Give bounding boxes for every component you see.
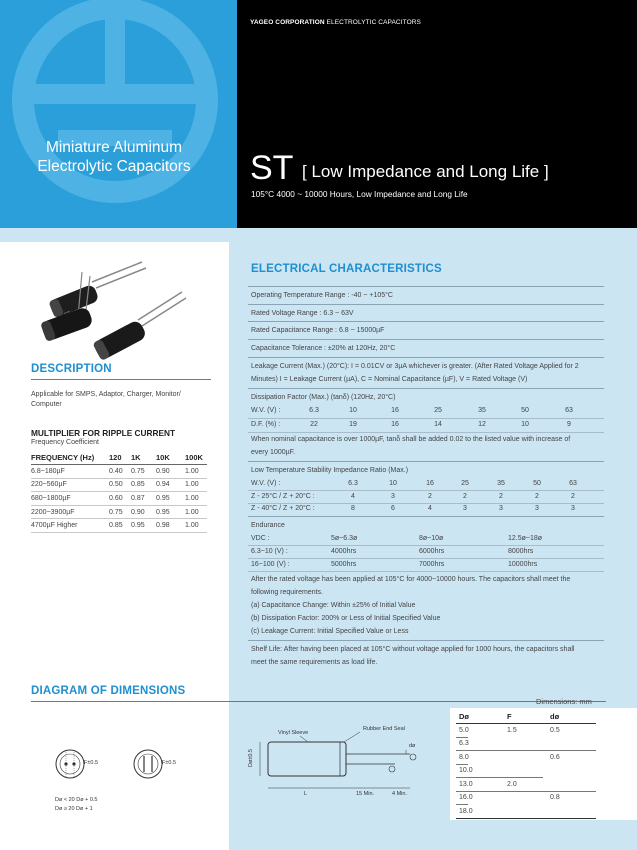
dim-D: 6.3: [459, 740, 469, 747]
lead-diameter-label: dø: [409, 743, 416, 749]
rubber-seal-label: Rubber End Seal: [363, 726, 405, 732]
lt-wv: 63: [569, 480, 577, 487]
z40-value: 8: [351, 505, 355, 512]
df-label: D.F. (%) :: [251, 421, 281, 428]
capacitance-tolerance: Capacitance Tolerance : ±20% at 120Hz, 20°C: [251, 345, 396, 352]
lt-wv: 16: [426, 480, 434, 487]
df-wv: 16: [391, 407, 399, 414]
capacitor-3-icon: [92, 292, 186, 361]
requirement-b: (b) Dissipation Factor: 200% or Less of Initial Specified Value: [251, 615, 441, 622]
lead-4min-label: 4 Min.: [392, 791, 407, 797]
endurance-after-2: following requirements.: [251, 589, 323, 596]
endurance-value: 10000hrs: [508, 561, 538, 568]
dim-d: 0.6: [550, 754, 560, 761]
df-value: 12: [478, 421, 486, 428]
dim-F: 1.5: [507, 727, 517, 734]
lt-wv-label: W.V. (V) :: [251, 480, 281, 487]
lt-wv: 6.3: [348, 480, 358, 487]
dim-d: 0.5: [550, 727, 560, 734]
z40-value: 3: [499, 505, 503, 512]
electrical-title: ELECTRICAL CHARACTERISTICS: [251, 263, 442, 275]
z40-value: 3: [535, 505, 539, 512]
ec-rule: [248, 286, 604, 287]
series-title: Miniature Aluminum Electrolytic Capacitors: [37, 139, 191, 175]
shelf-life-2: meet the same requirements as load life.: [251, 659, 378, 666]
endurance-row-label: 6.3~10 (V) :: [251, 548, 288, 555]
df-value: 9: [567, 421, 571, 428]
df-wv: 63: [565, 407, 573, 414]
dim-d: 0.8: [550, 794, 560, 801]
capacitor-1-icon: [48, 262, 146, 318]
df-value: 16: [391, 421, 399, 428]
ec-rule: [248, 339, 604, 340]
ec-rule: [248, 516, 604, 517]
z40-value: 3: [463, 505, 467, 512]
df-wv: 25: [434, 407, 442, 414]
rated-voltage: Rated Voltage Range : 6.3 ~ 63V: [251, 310, 354, 317]
shelf-life-1: Shelf Life: After having been placed at 105°C without voltage applied for 1000 hours, the capacitors shall: [251, 646, 575, 653]
description-text: Applicable for SMPS, Adaptor, Charger, Monitor/ Computer: [31, 391, 181, 408]
z25-value: 3: [391, 493, 395, 500]
header-strip: [0, 228, 637, 242]
table-header-row: FREQUENCY (Hz) 120 1K 10K 100K: [31, 451, 207, 465]
ec-rule: [248, 571, 604, 572]
multiplier-subtitle: Frequency Coefficient: [31, 439, 99, 446]
z25-value: 4: [351, 493, 355, 500]
body-diameter-label: Dø±0.5: [248, 749, 254, 767]
dim-D: 8.0: [459, 754, 469, 761]
lead-15min-label: 15 Min.: [356, 791, 375, 797]
lt-wv: 10: [389, 480, 397, 487]
lt-wv: 35: [497, 480, 505, 487]
dim-rule: [456, 764, 468, 765]
end-view-diagram-2: [130, 746, 190, 786]
dim-header-rule: [456, 723, 596, 724]
table-row: 680~1800µF 0.60 0.87 0.95 1.00: [31, 492, 207, 506]
table-row: 6.8~180µF 0.40 0.75 0.90 1.00: [31, 465, 207, 479]
vinyl-sleeve-label: Vinyl Sleeve: [278, 730, 309, 736]
ec-rule: [248, 321, 604, 322]
df-note-line-2: every 1000µF.: [251, 449, 296, 456]
df-wv: 50: [521, 407, 529, 414]
ec-rule: [248, 432, 604, 433]
ripple-multiplier-table: [31, 451, 207, 533]
f-label-2: F±0.5: [162, 760, 177, 766]
series-code: ST: [250, 149, 294, 187]
ec-rule: [248, 503, 604, 504]
endurance-row-label: 16~100 (V) :: [251, 561, 290, 568]
dissipation-title: Dissipation Factor (Max.) (tanδ) (120Hz, 20°C): [251, 394, 396, 401]
dim-D: 5.0: [459, 727, 469, 734]
z25-label: Z - 25°C / Z + 20°C :: [251, 493, 315, 500]
df-value: 10: [521, 421, 529, 428]
dim-rule: [456, 791, 596, 792]
endurance-after-1: After the rated voltage has been applied at 105°C for 4000~10000 hours. The capacitors shall meet the: [251, 576, 571, 583]
df-value: 14: [434, 421, 442, 428]
dim-rule: [456, 750, 596, 751]
z40-label: Z - 40°C / Z + 20°C :: [251, 505, 315, 512]
dimensions-rule: [31, 701, 606, 702]
dimensions-units: Dimensions: mm: [536, 697, 592, 706]
table-row: 2200~3900µF 0.75 0.90 0.95 1.00: [31, 505, 207, 519]
z40-value: 4: [428, 505, 432, 512]
lt-wv: 25: [461, 480, 469, 487]
ec-rule: [248, 490, 604, 491]
lt-wv: 50: [533, 480, 541, 487]
endurance-value: 8000hrs: [508, 548, 534, 555]
df-wv: 10: [349, 407, 357, 414]
dim-header: dø: [550, 712, 560, 721]
leakage-line-1: Leakage Current (Max.) (20°C): I = 0.01CV or 3µA whichever is greater. (After Rated Voltage Applied for 2: [251, 363, 579, 370]
series-description: 105°C 4000 ~ 10000 Hours, Low Impedance and Long Life: [251, 189, 468, 199]
low-temp-title: Low Temperature Stability Impedance Ratio (Max.): [251, 467, 409, 474]
rated-capacitance: Rated Capacitance Range : 6.8 ~ 15000µF: [251, 327, 385, 334]
ec-rule: [248, 388, 604, 389]
header-blue-panel: [0, 0, 237, 228]
endurance-col: 8ø~10ø: [419, 535, 444, 542]
ec-rule: [248, 558, 604, 559]
df-wv: 35: [478, 407, 486, 414]
dimensions-table: [450, 708, 637, 820]
df-value: 19: [349, 421, 357, 428]
endurance-value: 5000hrs: [331, 561, 357, 568]
dim-rule: [456, 737, 468, 738]
z25-value: 2: [499, 493, 503, 500]
z25-value: 2: [463, 493, 467, 500]
ec-rule: [248, 304, 604, 305]
z40-value: 3: [571, 505, 575, 512]
series-subtitle: [ Low Impedance and Long Life ]: [302, 162, 549, 181]
endurance-title: Endurance: [251, 522, 285, 529]
ec-rule: [248, 418, 604, 419]
dim-header: Dø: [459, 712, 469, 721]
side-view-diagram: [250, 730, 430, 800]
dim-D: 18.0: [459, 808, 473, 815]
z25-value: 2: [428, 493, 432, 500]
dim-note-1: Dø < 20 Dø + 0.5: [55, 797, 98, 803]
dim-rule: [456, 818, 596, 819]
df-wv-label: W.V. (V) :: [251, 407, 281, 414]
endurance-value: 6000hrs: [419, 548, 445, 555]
ec-rule: [248, 357, 604, 358]
z40-value: 6: [391, 505, 395, 512]
operating-temp: Operating Temperature Range : -40 ~ +105°C: [251, 292, 393, 299]
endurance-col: 5ø~6.3ø: [331, 535, 358, 542]
dimensions-title: DIAGRAM OF DIMENSIONS: [31, 685, 186, 697]
z25-value: 2: [571, 493, 575, 500]
requirement-c: (c) Leakage Current: Initial Specified Value or Less: [251, 628, 409, 635]
requirement-a: (a) Capacitance Change: Within ±25% of Initial Value: [251, 602, 416, 609]
dim-D: 16.0: [459, 794, 473, 801]
description-rule: [31, 379, 211, 380]
ec-rule: [248, 640, 604, 641]
length-label: L: [304, 791, 308, 797]
vdc-label: VDC :: [251, 535, 270, 542]
dim-header: F: [507, 712, 512, 721]
end-view-diagram-1: [52, 746, 112, 786]
dim-rule: [456, 777, 543, 778]
endurance-value: 4000hrs: [331, 548, 357, 555]
f-label-1: F±0.5: [84, 760, 99, 766]
ec-rule: [248, 461, 604, 462]
df-value: 22: [310, 421, 318, 428]
dim-rule: [456, 804, 468, 805]
description-title: DESCRIPTION: [31, 363, 112, 375]
dim-F: 2.0: [507, 781, 517, 788]
endurance-col: 12.5ø~18ø: [508, 535, 543, 542]
z25-value: 2: [535, 493, 539, 500]
table-row: 220~560µF 0.50 0.85 0.94 1.00: [31, 478, 207, 492]
dim-D: 13.0: [459, 781, 473, 788]
endurance-value: 7000hrs: [419, 561, 445, 568]
table-row: 4700µF Higher 0.85 0.95 0.98 1.00: [31, 519, 207, 533]
df-note-line-1: When nominal capacitance is over 1000µF, tanδ shall be added 0.02 to the listed value with increase of: [251, 436, 571, 443]
multiplier-title: MULTIPLIER FOR RIPPLE CURRENT: [31, 428, 176, 438]
ec-rule: [248, 545, 604, 546]
df-wv: 6.3: [309, 407, 319, 414]
dim-note-2: Dø ≥ 20 Dø + 1: [55, 806, 93, 812]
corporation-label: YAGEO CORPORATION ELECTROLYTIC CAPACITORS: [250, 19, 421, 26]
leakage-line-2: Minutes) I = Leakage Current (µA), C = Nominal Capacitance (µF), V = Rated Voltage (V): [251, 376, 528, 383]
yageo-logo-icon: [0, 0, 237, 228]
dim-D: 10.0: [459, 767, 473, 774]
